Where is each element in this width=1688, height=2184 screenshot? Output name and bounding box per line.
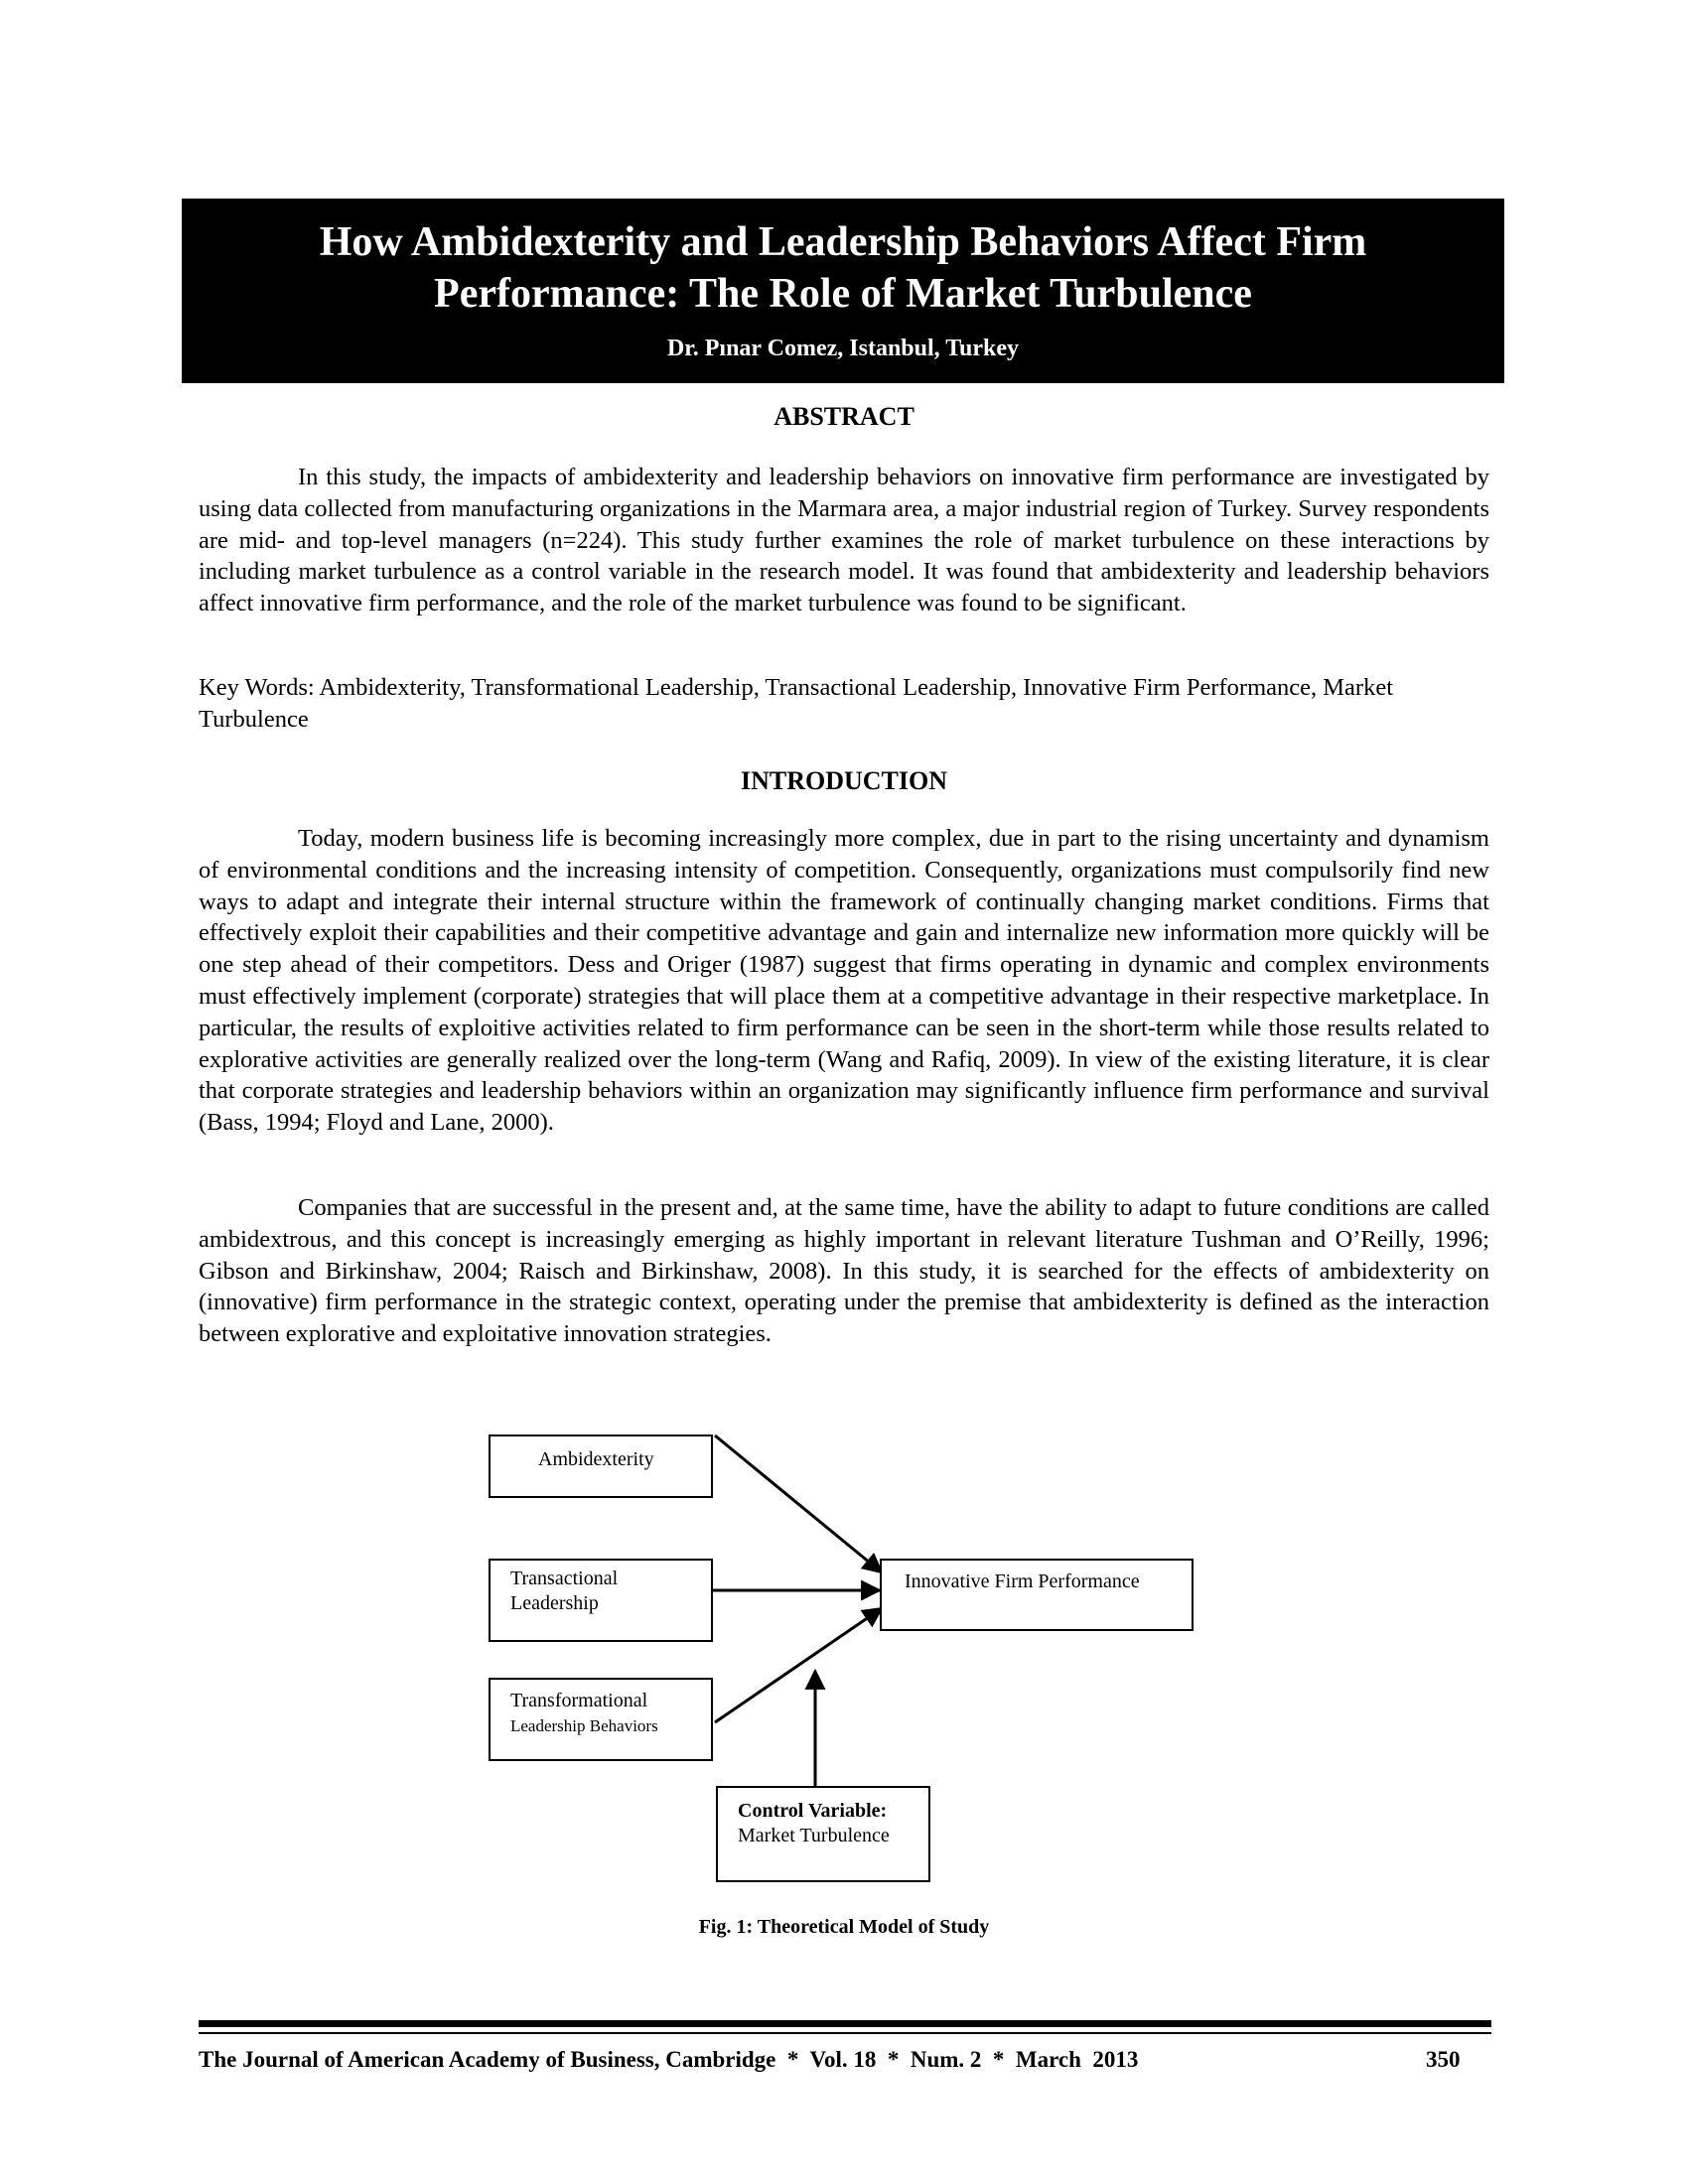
- author-line: Dr. Pınar Comez, Istanbul, Turkey: [666, 336, 1020, 361]
- abstract-text: In this study, the impacts of ambidexterity and leadership behaviors on innovative firm performance are investigated by using data collected from manufacturing organizations in the Marmara area, a major industrial region of Turkey. Survey respondents are mid- and top-level managers (n=224). This study further examines the role of market turbulence on these interactions by including market turbulence as a control variable in the research model. It was found that ambidexterity and leadership behaviors affect innovative firm performance, and the role of the market turbulence was found to be significant.: [199, 464, 1489, 617]
- journal-footer: The Journal of American Academy of Business, Cambridge * Vol. 18 * Num. 2 * March 2013: [199, 2047, 1139, 2072]
- page-number: 350: [1426, 2047, 1461, 2072]
- outcome-label: Innovative Firm Performance: [905, 1570, 1140, 1592]
- ambidexterity-label: Ambidexterity: [538, 1448, 654, 1470]
- keywords: Key Words: Ambidexterity, Transformational Leadership, Transactional Leadership, Innovative Firm Performance, Market Turbulence: [199, 674, 1394, 733]
- transformational-leadership-box: [489, 1678, 713, 1761]
- transactional-label-line-2: Leadership: [510, 1592, 599, 1614]
- innovative-firm-performance-box: [880, 1559, 1194, 1631]
- arrow-transformational-to-performance: [715, 1608, 882, 1722]
- abstract-heading: ABSTRACT: [774, 402, 914, 431]
- transactional-label-line-1: Transactional: [510, 1568, 619, 1589]
- arrow-ambidexterity-to-performance: [715, 1435, 882, 1572]
- intro-paragraph-1-text: Today, modern business life is becoming increasingly more complex, due in part to the rising uncertainty and dynamism of environmental conditions and the increasing intensity of competition. Consequently, organizations must compulsorily find new ways to adapt and integrate their internal structure within the framework of continually changing market conditions. Firms that effectively exploit their capabilities and their competitive advantage and gain and internalize new information more quickly will be one step ahead of their competitors. Dess and Origer (1987) suggest that firms operating in dynamic and complex environments must effectively implement (corporate) strategies that will place them at a competitive advantage in their respective marketplace. In particular, the results of exploitive activities related to firm performance can be seen in the short-term while those results related to explorative activities are generally realized over the long-term (Wang and Rafiq, 2009). In view of the existing literature, it is clear that corporate strategies and leadership behaviors within an organization may significantly influence firm performance and survival (Bass, 1994; Floyd and Lane, 2000).: [199, 825, 1489, 1137]
- ambidexterity-box: [489, 1434, 713, 1498]
- paper-title: [182, 216, 1504, 320]
- intro-paragraph-2-text: Companies that are successful in the present and, at the same time, have the ability to adapt to future conditions are called ambidextrous, and this concept is increasingly emerging as highly important in relevant literature Tushman and O’Reilly, 1996; Gibson and Birkinshaw, 2004; Raisch and Birkinshaw, 2008). In this study, it is searched for the effects of ambidexterity on (innovative) firm performance in the strategic context, operating under the premise that ambidexterity is defined as the interaction between explorative and exploitative innovation strategies.: [199, 1194, 1489, 1348]
- intro-paragraph-1: [199, 823, 1489, 1139]
- paper-title-line-1: How Ambidexterity and Leadership Behaviors Affect Firm: [319, 219, 1367, 265]
- figure-caption: Fig. 1: Theoretical Model of Study: [698, 1916, 990, 1938]
- control-variable-box: [716, 1786, 930, 1882]
- transformational-label-line-1: Transformational: [510, 1690, 648, 1711]
- paper-title-line-2: Performance: The Role of Market Turbulence: [434, 271, 1252, 317]
- control-label-line-2: Market Turbulence: [738, 1825, 890, 1846]
- introduction-heading: INTRODUCTION: [740, 766, 948, 795]
- title-block: [182, 199, 1504, 383]
- control-label-line-1: Control Variable:: [738, 1800, 888, 1822]
- abstract-paragraph: [199, 462, 1489, 619]
- footer-rule-thin: [199, 2032, 1491, 2034]
- footer-rule-thick: [199, 2020, 1491, 2027]
- transformational-label-line-2: Leadership Behaviors: [510, 1716, 658, 1735]
- intro-paragraph-2: [199, 1192, 1489, 1350]
- transactional-leadership-box: [489, 1559, 713, 1642]
